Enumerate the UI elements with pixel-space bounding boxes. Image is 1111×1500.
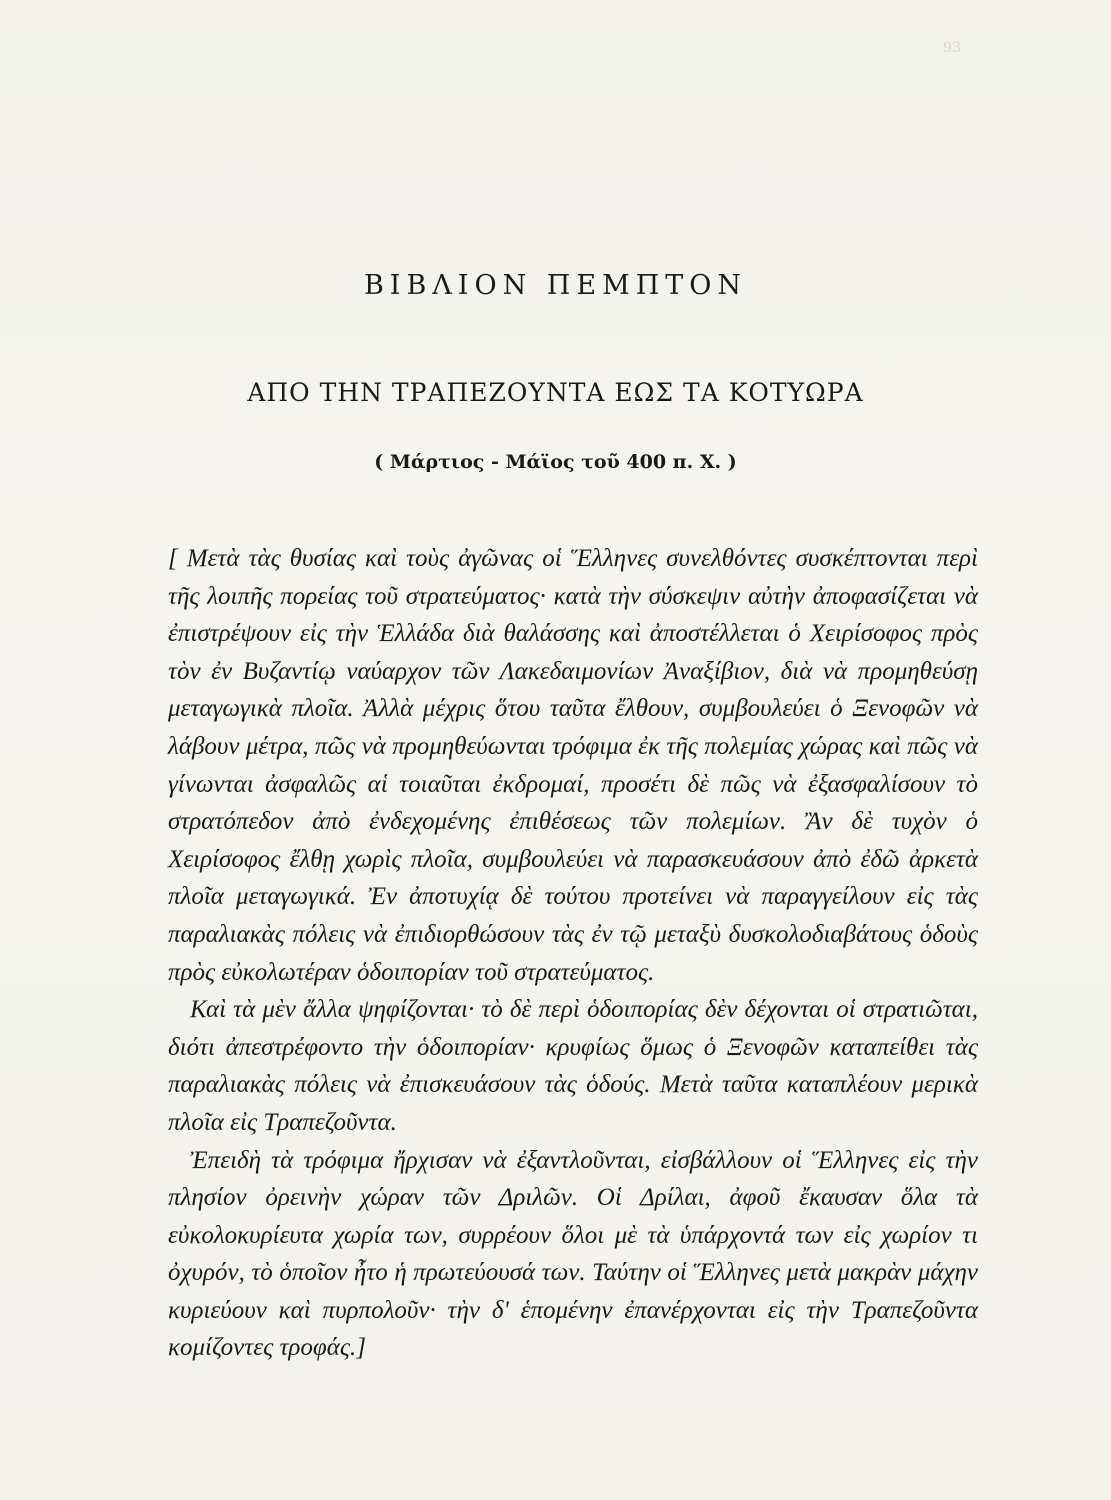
chapter-title: ΑΠΟ ΤΗΝ ΤΡΑΠΕΖΟΥΝΤΑ ΕΩΣ ΤΑ ΚΟΤΥΩΡΑ [247,378,864,407]
summary-paragraph: Ἐπειδὴ τὰ τρόφιμα ἤρχισαν νὰ ἐξαντλοῦνται, εἰσβάλλουν οἱ Ἕλληνες εἰς τὴν πλησίον ὀρεινὴν χώραν τῶν Δριλῶν. Οἱ Δρίλαι, ἀφοῦ ἔκαυσαν ὅλα τὰ εὐκολοκυρίευτα χωρία των, συρρέουν ὅλοι μὲ τὰ ὑπάρχοντά των εἰς χωρίον τι ὀχυρόν, τὸ ὁποῖον ἦτο ἡ πρωτεύουσά των. Ταύτην οἱ Ἕλληνες μετὰ μακρὰν μάχην κυριεύουν καὶ πυρπολοῦν· τὴν δ' ἑπομένην ἐπανέρχονται εἰς τὴν Τραπεζοῦντα κομίζοντες τροφάς.] [168,1146,978,1362]
date-range: ( Μάρτιος - Μάϊος τοῦ 400 π. Χ. ) [374,451,737,473]
summary-paragraph: [ Μετὰ τὰς θυσίας καὶ τοὺς ἀγῶνας οἱ Ἕλληνες συνελθόντες συσκέπτονται περὶ τῆς λοιπῆς πορείας τοῦ στρατεύματος· κατὰ τὴν σύσκεψιν αὐτὴν ἀποφασίζεται νὰ ἐπιστρέψουν εἰς τὴν Ἑλλάδα διὰ θαλάσσης καὶ ἀποστέλλεται ὁ Χειρίσοφος πρὸς τὸν ἐν Βυζαντίῳ ναύαρχον τῶν Λακεδαιμονίων Ἀναξίβιον, διὰ νὰ προμηθεύσῃ μεταγωγικὰ πλοῖα. Ἀλλὰ μέχρις ὅτου ταῦτα ἔλθουν, συμβουλεύει ὁ Ξενοφῶν νὰ λάβουν μέτρα, πῶς νὰ προμηθεύωνται τρόφιμα ἐκ τῆς πολεμίας χώρας καὶ πῶς νὰ γίνωνται ἀσφαλῶς αἱ τοιαῦται ἐκδρομαί, προσέτι δὲ πῶς νὰ ἐξασφαλίσουν τὸ στρατόπεδον ἀπὸ ἐνδεχομένης ἐπιθέσεως τῶν πολεμίων. Ἂν δὲ τυχὸν ὁ Χειρίσοφος ἔλθῃ χωρὶς πλοῖα, συμβουλεύει νὰ παρασκευάσουν ἀπὸ ἐδῶ ἀρκετὰ πλοῖα μεταγωγικά. Ἐν ἀποτυχίᾳ δὲ τούτου προτείνει νὰ παραγγείλουν εἰς τὰς παραλιακὰς πόλεις νὰ ἐπιδιορθώσουν τὰς ἐν τῷ μεταξὺ δυσκολοδιαβάτους ὁδοὺς πρὸς εὐκολωτέραν ὁδοιπορίαν τοῦ στρατεύματος. [168,545,978,986]
page-number: 93 [943,40,961,56]
summary-paragraph: Καὶ τὰ μὲν ἄλλα ψηφίζονται· τὸ δὲ περὶ ὁδοιπορίας δὲν δέχονται οἱ στρατιῶται, διότι ἀπεστρέφοντο τὴν ὁδοιπορίαν· κρυφίως ὅμως ὁ Ξενοφῶν καταπείθει τὰς παραλιακὰς πόλεις νὰ ἐπισκευάσουν τὰς ὁδούς. Μετὰ ταῦτα καταπλέουν μερικὰ πλοῖα εἰς Τραπεζοῦντα. [168,996,978,1136]
book-title: ΒΙΒΛΙΟΝ ΠΕΜΠΤΟΝ [363,270,748,301]
chapter-summary [168,540,978,1367]
